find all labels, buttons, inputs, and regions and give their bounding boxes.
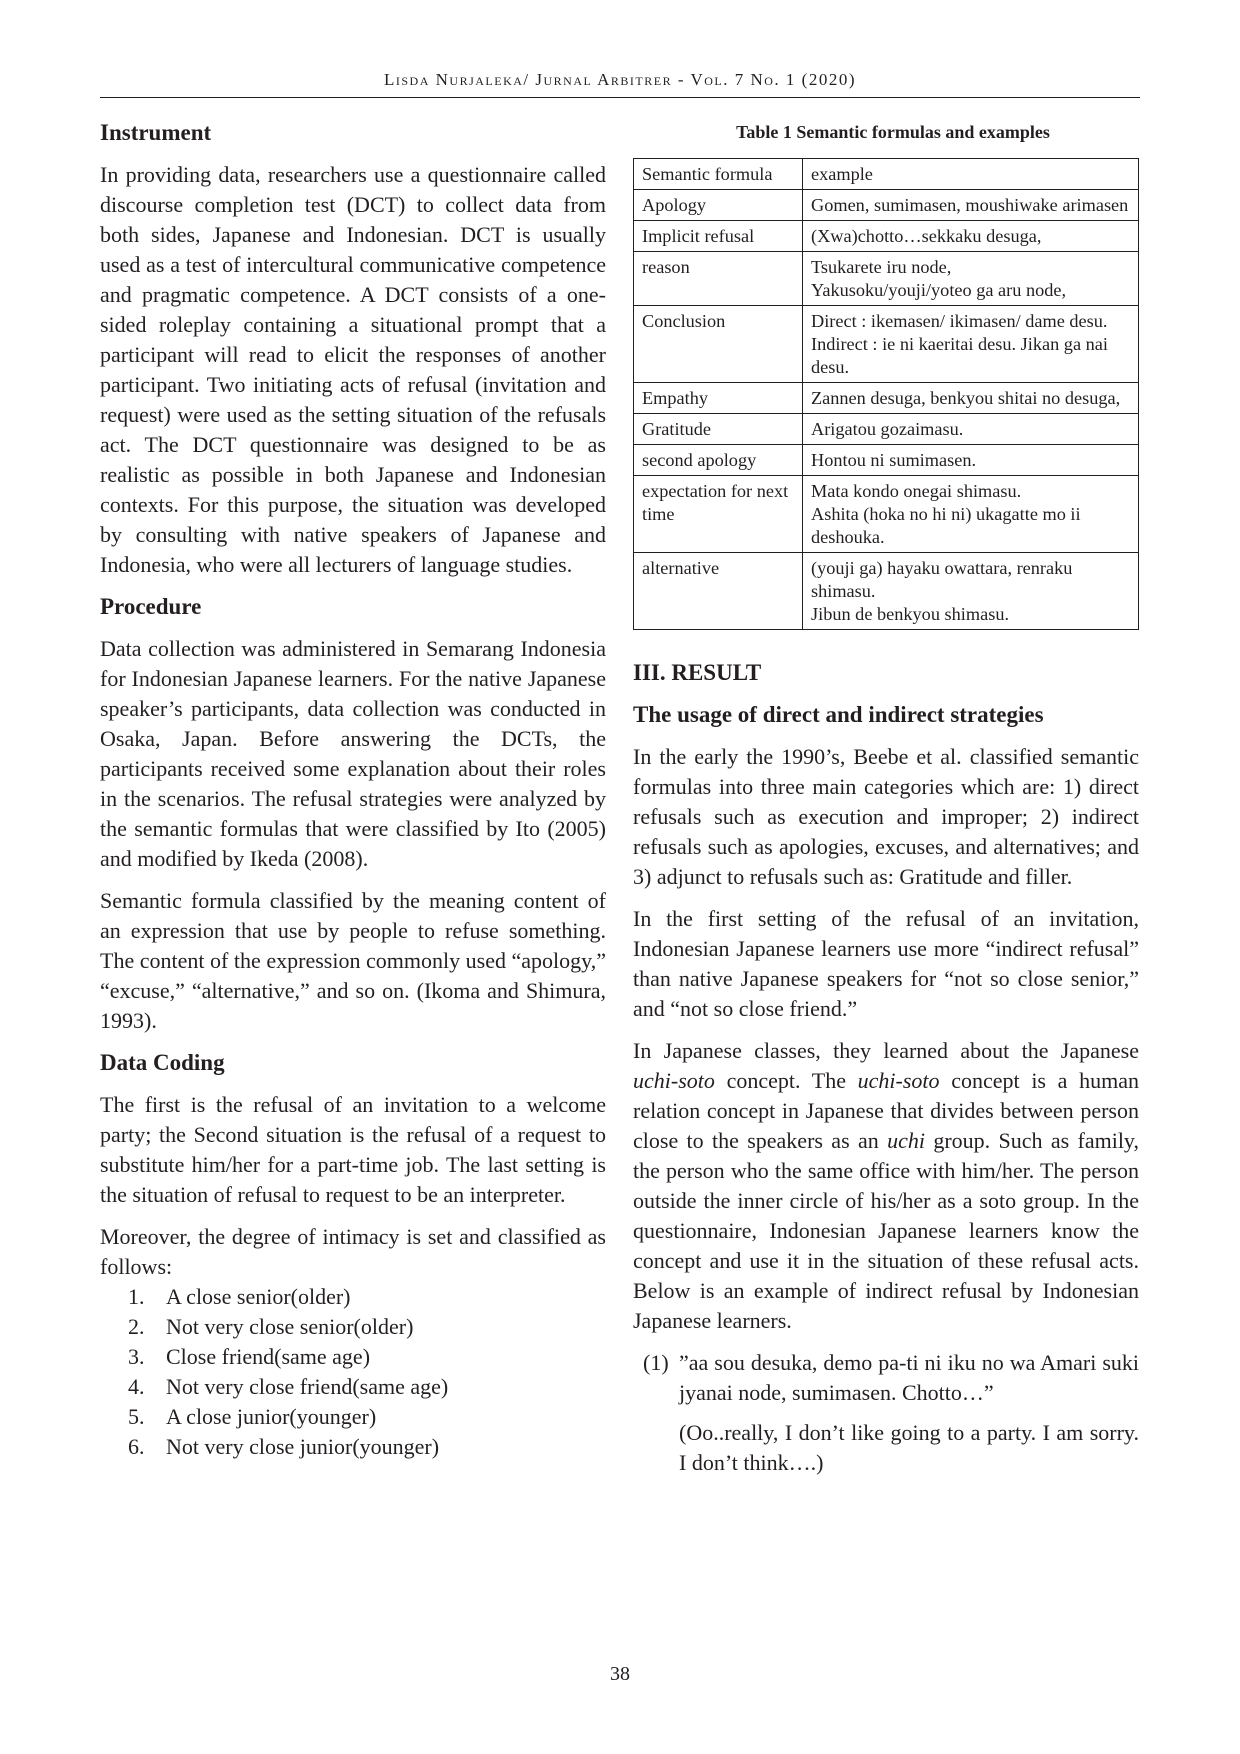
example-cell <box>803 190 1139 221</box>
instrument-heading: Instrument <box>100 120 212 145</box>
example-line: Zannen desuga, benkyou shitai no desuga, <box>811 388 1121 408</box>
left-column <box>100 118 606 1462</box>
formula-cell: Apology <box>634 190 803 221</box>
list-item-number: 2. <box>128 1314 145 1339</box>
table-header-cell: example <box>803 159 1139 190</box>
example-line: Gomen, sumimasen, moushiwake arimasen <box>811 195 1129 215</box>
example-line: (Xwa)chotto…sekkaku desuga, <box>811 226 1042 246</box>
example-line: Tsukarete iru node, <box>811 257 952 277</box>
example-cell <box>803 414 1139 445</box>
paragraph-text: concept. The <box>714 1068 858 1093</box>
paragraph-text: group. Such as family, the person who the same office with him/her. The person outside the inner circle of his/her as a soto group. In the questionnaire, Indonesian Japanese learners know the concept and use it in the situation of these refusal acts. Below is an example of indirect refusal by Indonesian Japanese learners. <box>633 1128 1140 1333</box>
formula-cell: Gratitude <box>634 414 803 445</box>
example-text: ”aa sou desuka, demo pa-ti ni iku no wa Amari suki jyanai node, sumimasen. Chotto…” <box>679 1350 1139 1405</box>
right-column <box>633 118 1139 1478</box>
example-line: Direct : ikemasen/ ikimasen/ dame desu. <box>811 311 1108 331</box>
example-line: Arigatou gozaimasu. <box>811 419 964 439</box>
result-heading: III. RESULT <box>633 660 762 685</box>
table-row <box>634 553 1139 630</box>
page-number: 38 <box>610 1663 630 1685</box>
example-translation: (Oo..really, I don’t like going to a party. I am sorry. I don’t think….) <box>679 1420 1139 1475</box>
example-line: Hontou ni sumimasen. <box>811 450 977 470</box>
formula-cell: expectation for next time <box>634 476 803 553</box>
italic-term: uchi <box>887 1128 925 1153</box>
formula-cell: Empathy <box>634 383 803 414</box>
result-paragraph-2: In the first setting of the refusal of an invitation, Indonesian Japanese learners use more “indirect refusal” than native Japanese speakers for “not so close senior,” and “not so close friend.” <box>633 906 1139 1021</box>
list-item-number: 3. <box>128 1344 145 1369</box>
list-item-number: 6. <box>128 1434 145 1459</box>
example-cell <box>803 306 1139 383</box>
list-item <box>128 1402 606 1432</box>
result-paragraph-1: In the early the 1990’s, Beebe et al. classified semantic formulas into three main categories which are: 1) direct refusals such as execution and improper; 2) indirect refusals such as apologies, excuses, and alternatives; and 3) adjunct to refusals such as: Gratitude and filler. <box>633 744 1139 889</box>
running-header: Lisda Nurjaleka/ Jurnal Arbitrer - Vol. 7 No. 1 (2020) <box>384 70 856 89</box>
italic-term: uchi-soto <box>857 1068 940 1093</box>
data-coding-heading: Data Coding <box>100 1050 225 1075</box>
example-line: Yakusoku/youji/yoteo ga aru node, <box>811 280 1067 300</box>
list-item-text: A close junior(younger) <box>166 1404 377 1429</box>
table-row <box>634 445 1139 476</box>
list-item <box>128 1432 606 1462</box>
example-line: Jibun de benkyou shimasu. <box>811 604 1010 624</box>
example-cell <box>803 221 1139 252</box>
example-line: Mata kondo onegai shimasu. <box>811 481 1022 501</box>
example-1 <box>633 1348 1139 1408</box>
list-item-text: Close friend(same age) <box>166 1344 371 1369</box>
italic-term: uchi-soto <box>633 1068 715 1093</box>
list-item-text: Not very close friend(same age) <box>166 1374 449 1399</box>
paragraph-text: In Japanese classes, they learned about the Japanese <box>633 1038 1139 1063</box>
instrument-paragraph: In providing data, researchers use a questionnaire called discourse completion test (DCT) to collect data from both sides, Japanese and Indonesian. DCT is usually used as a test of intercultural communicative competence and pragmatic competence. A DCT consists of a one-sided roleplay containing a situational prompt that a participant will read to elicit the responses of another participant. Two initiating acts of refusal (invitation and request) were used as the setting situation of the refusals act. The DCT questionnaire was designed to be as realistic as possible in both Japanese and Indonesian contexts. For this purpose, the situation was developed by consulting with native speakers of Japanese and Indonesia, who were all lecturers of language studies. <box>100 162 606 577</box>
data-coding-paragraph-1: The first is the refusal of an invitation to a welcome party; the Second situation is the refusal of a request to substitute him/her for a part-time job. The last setting is the situation of refusal to request to be an interpreter. <box>100 1092 606 1207</box>
procedure-heading: Procedure <box>100 594 202 619</box>
table-header-cell: Semantic formula <box>634 159 803 190</box>
table-header-row <box>634 159 1139 190</box>
list-item-number: 1. <box>128 1284 145 1309</box>
example-line: Indirect : ie ni kaeritai desu. Jikan ga nai desu. <box>811 334 1108 377</box>
formula-cell: second apology <box>634 445 803 476</box>
list-item <box>128 1372 606 1402</box>
data-coding-paragraph-2: Moreover, the degree of intimacy is set and classified as follows: <box>100 1224 606 1279</box>
semantic-formulas-table <box>633 158 1139 630</box>
strategies-heading: The usage of direct and indirect strategies <box>633 702 1044 727</box>
formula-cell: Implicit refusal <box>634 221 803 252</box>
example-line: Ashita (hoka no hi ni) ukagatte mo ii deshouka. <box>811 504 1081 547</box>
example-number: (1) <box>643 1350 669 1375</box>
procedure-paragraph-1: Data collection was administered in Semarang Indonesia for Indonesian Japanese learners. For the native Japanese speaker’s participants, data collection was conducted in Osaka, Japan. Before answering the DCTs, the participants received some explanation about their roles in the scenarios. The refusal strategies were analyzed by the semantic formulas that were classified by Ito (2005) and modified by Ikeda (2008). <box>100 636 606 871</box>
example-cell <box>803 383 1139 414</box>
table-row <box>634 190 1139 221</box>
example-line: (youji ga) hayaku owattara, renraku shimasu. <box>811 558 1073 601</box>
table-caption: Table 1 Semantic formulas and examples <box>736 122 1050 142</box>
list-item-number: 4. <box>128 1374 145 1399</box>
procedure-paragraph-2: Semantic formula classified by the meaning content of an expression that use by people to refuse something. The content of the expression commonly used “apology,” “excuse,” “alternative,” and so on. (Ikoma and Shimura, 1993). <box>100 888 606 1033</box>
list-item-text: A close senior(older) <box>166 1284 351 1309</box>
formula-cell: Conclusion <box>634 306 803 383</box>
result-paragraph-3 <box>633 1036 1139 1336</box>
table-row <box>634 252 1139 306</box>
header-rule <box>100 97 1140 98</box>
table-row <box>634 221 1139 252</box>
table-row <box>634 414 1139 445</box>
example-cell <box>803 445 1139 476</box>
table-row <box>634 383 1139 414</box>
list-item <box>128 1282 606 1312</box>
table-row <box>634 476 1139 553</box>
paragraph-text: concept is a human relation concept in Japanese that divides between person close to the speakers as an <box>633 1068 1139 1153</box>
intimacy-list <box>128 1282 606 1462</box>
table-row <box>634 306 1139 383</box>
list-item-text: Not very close senior(older) <box>166 1314 414 1339</box>
list-item-text: Not very close junior(younger) <box>166 1434 440 1459</box>
formula-cell: alternative <box>634 553 803 630</box>
list-item <box>128 1342 606 1372</box>
example-cell <box>803 252 1139 306</box>
formula-cell: reason <box>634 252 803 306</box>
example-cell <box>803 476 1139 553</box>
list-item <box>128 1312 606 1342</box>
example-cell <box>803 553 1139 630</box>
list-item-number: 5. <box>128 1404 145 1429</box>
